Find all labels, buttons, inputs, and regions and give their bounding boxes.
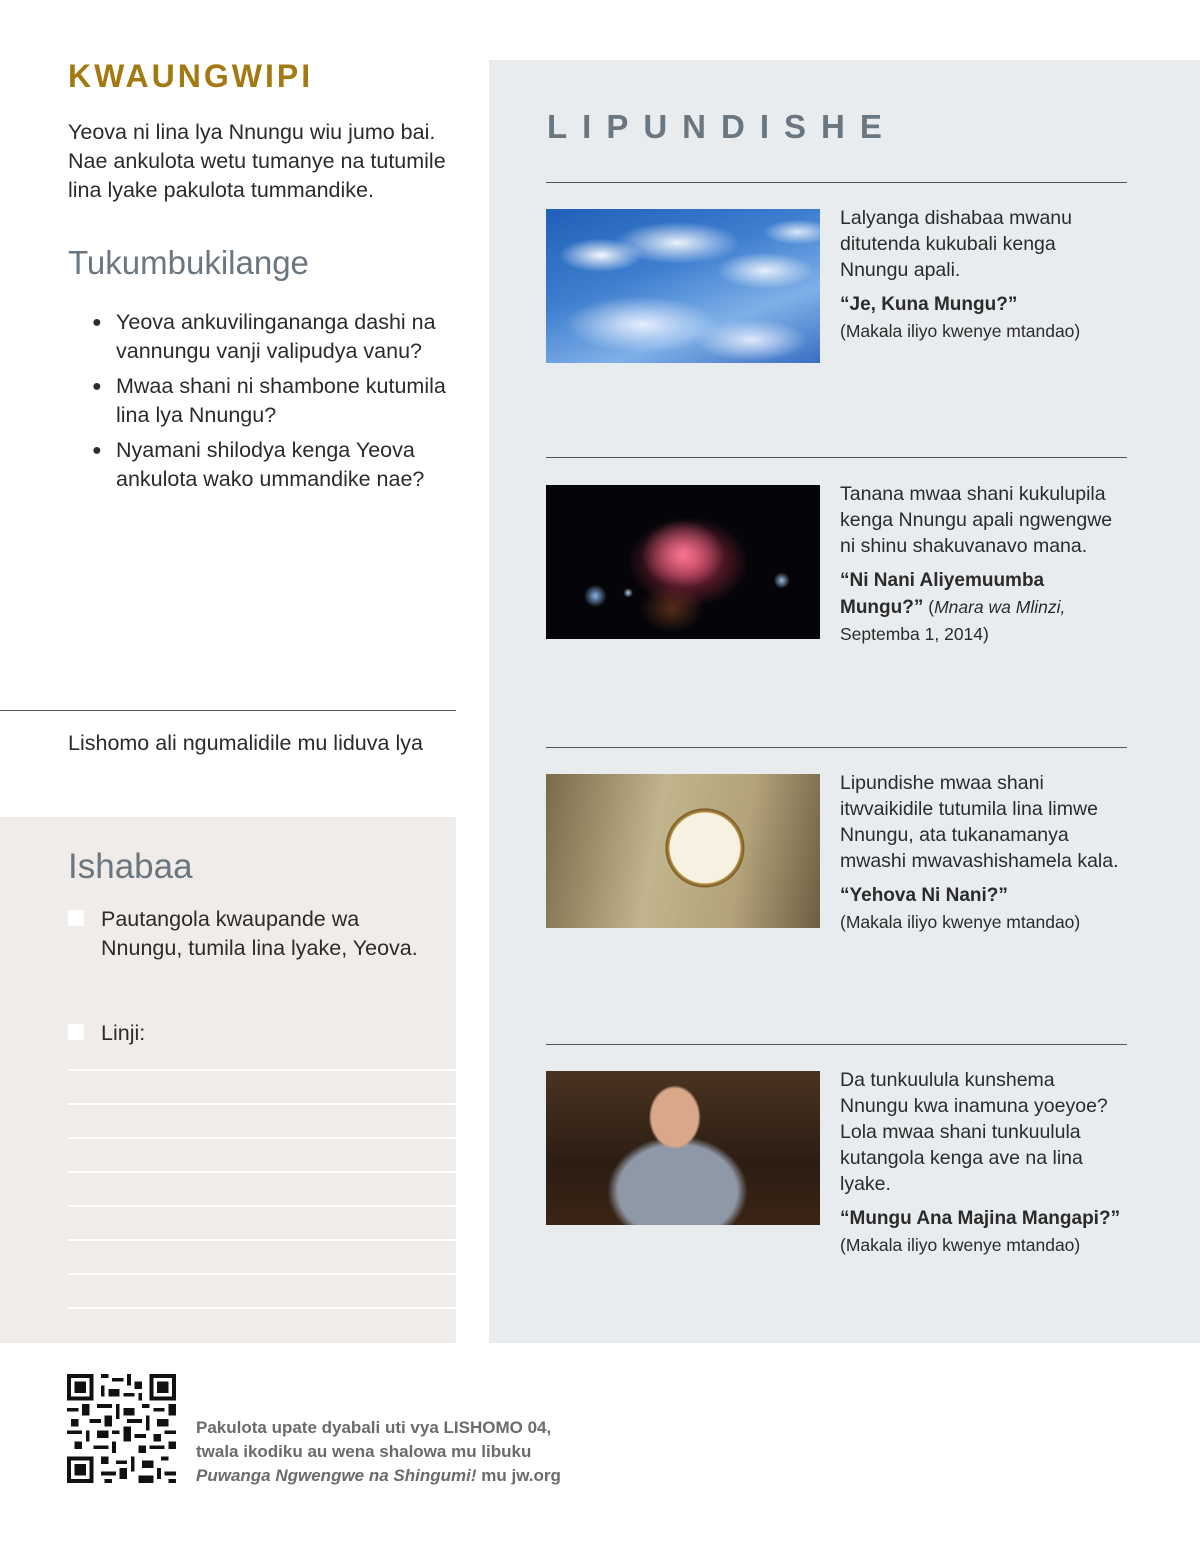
checkbox-icon[interactable]	[68, 910, 84, 926]
card-reference-title[interactable]: “Je, Kuna Mungu?”	[840, 294, 1018, 315]
card-reference-source: (Makala iliyo kwenye mtandao)	[840, 321, 1081, 341]
card-divider	[546, 1044, 1127, 1045]
card-divider	[546, 457, 1127, 458]
card-reference[interactable]	[840, 291, 1125, 344]
resource-card	[840, 481, 1125, 647]
goal-text: Linji:	[101, 1021, 146, 1045]
card-reference-source-prefix: (	[923, 597, 935, 617]
review-question	[92, 308, 462, 366]
nebula-image[interactable]	[546, 485, 820, 639]
card-reference-source-suffix: Septemba 1, 2014)	[840, 624, 989, 644]
footer-line-1: Pakulota upate dyabali uti vya LISHOMO 04,	[196, 1418, 552, 1437]
kwaungwipi-title: KWAUNGWIPI	[68, 58, 314, 94]
writing-line[interactable]	[68, 1205, 456, 1207]
review-question-text: Nyamani shilodya kenga Yeova ankulota wako ummandike nae?	[116, 438, 425, 491]
lipundishe-title: LIPUNDISHE	[547, 108, 897, 145]
writing-line[interactable]	[68, 1103, 456, 1105]
card-reference[interactable]	[840, 1205, 1125, 1258]
qr-code-icon[interactable]	[67, 1374, 176, 1483]
card-description: Lipundishe mwaa shani itwvaikidile tutumila lina limwe Nnungu, ata tukanamanya mwashi mwavashishamela kala.	[840, 772, 1119, 872]
writing-line[interactable]	[68, 1273, 456, 1275]
book-title-link[interactable]: Puwanga Ngwengwe na Shingumi!	[196, 1466, 477, 1485]
tukumbukilange-title: Tukumbukilange	[68, 244, 309, 281]
writing-line[interactable]	[68, 1171, 456, 1173]
goals-section	[0, 817, 456, 1343]
review-question-text: Yeova ankuvilingananga dashi na vannungu vanji valipudya vanu?	[116, 310, 436, 363]
review-question	[92, 436, 462, 494]
writing-line[interactable]	[68, 1137, 456, 1139]
resource-card	[840, 1067, 1125, 1258]
footer-line-3-suffix: mu jw.org	[476, 1466, 561, 1485]
ishabaa-title: Ishabaa	[68, 847, 193, 886]
footer-line-2: twala ikodiku au wena shalowa mu libuku	[196, 1442, 532, 1461]
card-reference-title[interactable]: “Mungu Ana Majina Mangapi?”	[840, 1208, 1121, 1229]
card-reference[interactable]	[840, 882, 1125, 935]
card-description: Lalyanga dishabaa mwanu ditutenda kukubali kenga Nnungu apali.	[840, 207, 1073, 281]
writing-line[interactable]	[68, 1069, 456, 1071]
card-reference-source: (Makala iliyo kwenye mtandao)	[840, 1235, 1081, 1255]
bullet-icon: ●	[92, 442, 102, 459]
card-reference[interactable]	[840, 567, 1125, 647]
sky-clouds-image[interactable]	[546, 209, 820, 363]
card-divider	[546, 182, 1127, 183]
goal-text: Pautangola kwaupande wa Nnungu, tumila lina lyake, Yeova.	[101, 907, 418, 960]
kwaungwipi-summary: Yeova ni lina lya Nnungu wiu jumo bai. Nae ankulota wetu tumanye na tutumile lina lyake pakulota tummandike.	[68, 120, 446, 202]
card-reference-title[interactable]: “Ni Nani Aliyemuumba Mungu?”	[840, 570, 1045, 618]
review-question	[92, 372, 462, 430]
card-reference-title[interactable]: “Yehova Ni Nani?”	[840, 885, 1008, 906]
bullet-icon: ●	[92, 314, 102, 331]
checkbox-icon[interactable]	[68, 1024, 84, 1040]
magnifying-glass-scroll-image[interactable]	[546, 774, 820, 928]
card-reference-source: (Makala iliyo kwenye mtandao)	[840, 912, 1081, 932]
card-reference-source-italic: Mnara wa Mlinzi,	[934, 597, 1066, 617]
lipundishe-panel	[489, 60, 1200, 1343]
footer-note	[196, 1416, 616, 1488]
review-questions-list	[92, 308, 462, 500]
bullet-icon: ●	[92, 378, 102, 395]
writing-line[interactable]	[68, 1307, 456, 1309]
section-divider	[0, 710, 456, 711]
resource-card	[840, 770, 1125, 935]
card-description: Tanana mwaa shani kukulupila kenga Nnungu apali ngwengwe ni shinu shakuvanavo mana.	[840, 483, 1113, 557]
card-divider	[546, 747, 1127, 748]
review-question-text: Mwaa shani ni shambone kutumila lina lya Nnungu?	[116, 374, 446, 427]
man-reading-image[interactable]	[546, 1071, 820, 1225]
lesson-completed-date-label[interactable]: Lishomo ali ngumalidile mu liduva lya	[68, 731, 423, 755]
resource-card	[840, 205, 1125, 344]
card-description: Da tunkuulula kunshema Nnungu kwa inamuna yoeyoe? Lola mwaa shani tunkuulula kutangola kenga ave na lina lyake.	[840, 1069, 1108, 1195]
writing-line[interactable]	[68, 1239, 456, 1241]
